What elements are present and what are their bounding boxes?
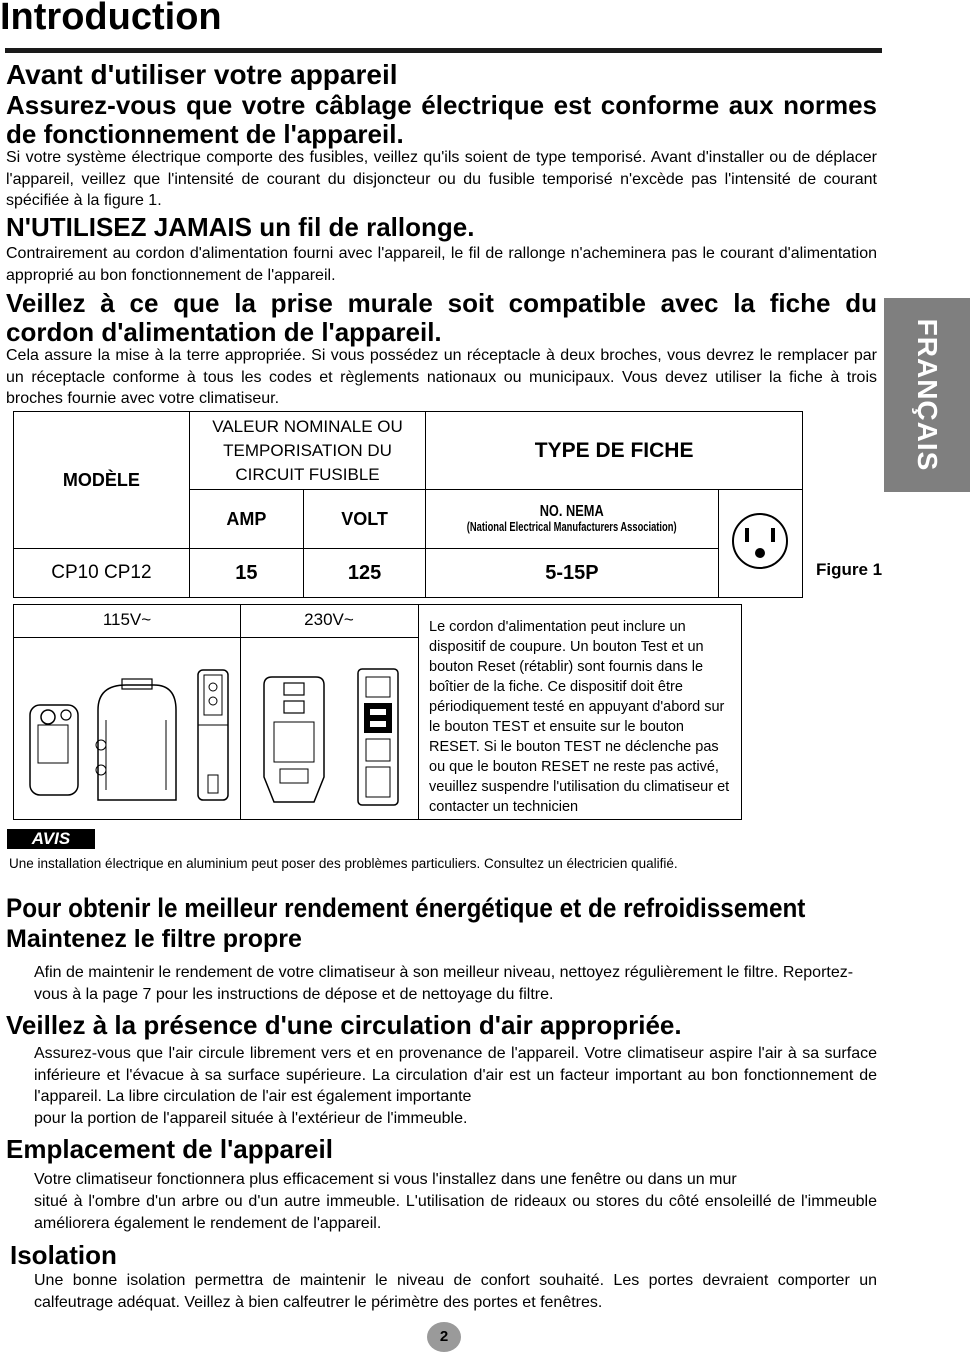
outlet-heading: Veillez à ce que la prise murale soit compatible avec la fiche du cordon d'alimentation de l'appareil. <box>6 288 877 347</box>
language-tab-label: FRANÇAIS <box>912 318 943 472</box>
filter-heading: Maintenez le filtre propre <box>6 925 302 953</box>
nema-subheader: (National Electrical Manufacturers Association) <box>467 519 677 534</box>
location-heading: Emplacement de l'appareil <box>6 1134 333 1164</box>
wiring-text: Si votre système électrique comporte des fusibles, veillez qu'ils soient de type temporisé. Avant d'installer ou de déplacer l'appareil, veillez que l'intensité de courant du disjoncteur ou du fusible temporisé n'excède pas l'intensité de courant spécifiée à la figure 1. <box>6 149 877 209</box>
plug-type-header: TYPE DE FICHE <box>426 412 803 490</box>
col-230v-label: 230V~ <box>304 610 354 629</box>
model-value: CP10 CP12 <box>14 549 190 598</box>
section-title-efficiency: Pour obtenir le meilleur rendement énergétique et de refroidissement <box>6 893 806 923</box>
insulation-heading: Isolation <box>10 1240 117 1270</box>
amp-value: 15 <box>189 549 303 598</box>
figure-label: Figure 1 <box>816 560 883 579</box>
col-115v-label: 115V~ <box>102 610 152 629</box>
nema-header-cell <box>426 490 718 549</box>
volt-value: 125 <box>303 549 425 598</box>
title-rule <box>5 48 882 53</box>
notice-text: Une installation électrique en aluminium peut poser des problèmes particuliers. Consultez un électricien qualifié. <box>9 856 678 871</box>
outlet-text: Cela assure la mise à la terre appropriée. Si vous possédez un réceptacle à deux broches, vous devrez le remplacer par un réceptacle conforme à tous les codes et règlements nationaux ou municipaux. Vous devez utiliser la fiche à trois broches fournie avec votre climatiseur. <box>6 347 877 407</box>
outlet-diagram-cell <box>718 490 802 598</box>
notice-badge: AVIS <box>7 829 95 849</box>
plug-115v-illustration <box>26 665 238 805</box>
location-text: Votre climatiseur fonctionnera plus efficacement si vous l'installez dans une fenêtre ou dans un mur <box>34 1171 737 1188</box>
electrical-spec-table <box>13 411 803 598</box>
amp-header: AMP <box>189 490 303 549</box>
filter-text: Afin de maintenir le rendement de votre climatiseur à son meilleur niveau, nettoyez régulièrement le filtre. Reportez-vous à la page 7 pour les instructions de dépose et de nettoyage du filtre. <box>34 964 854 1003</box>
nema-outlet-icon <box>730 511 790 571</box>
page-number: 2 <box>427 1322 461 1352</box>
plug-230v-illustration <box>254 667 414 807</box>
nema-value: 5-15P <box>426 549 718 598</box>
insulation-text: Une bonne isolation permettra de maintenir le niveau de confort souhaité. Les portes devraient comporter un calfeutrage adéquat. Veillez à bien calfeutrer le périmètre des portes et fenêtres. <box>34 1272 877 1311</box>
airflow-text-2: pour la portion de l'appareil située à l'extérieur de l'immeuble. <box>34 1110 468 1127</box>
rating-header: VALEUR NOMINALE OU TEMPORISATION DU CIRCUIT FUSIBLE <box>189 412 425 490</box>
section-title-before-use: Avant d'utiliser votre appareil <box>6 59 398 90</box>
wiring-heading: Assurez-vous que votre câblage électrique est conforme aux normes de fonctionnement de l'appareil. <box>6 90 877 149</box>
page-title: Introduction <box>0 0 222 38</box>
nema-header: NO. NEMA <box>539 503 604 520</box>
model-header: MODÈLE <box>14 412 190 549</box>
power-cord-device-box <box>13 604 742 820</box>
volt-header: VOLT <box>303 490 425 549</box>
language-tab <box>884 298 970 492</box>
location-text-2: situé à l'ombre d'un arbre ou d'un autre immeuble. L'utilisation de rideaux ou stores du côté ensoleillé de l'immeuble améliorera également le rendement de l'appareil. <box>34 1193 877 1232</box>
device-description: Le cordon d'alimentation peut inclure un dispositif de coupure. Un bouton Test et un bouton Reset (rétablir) sont fournis dans le boîtier de la fiche. Ce dispositif doit être périodiquement testé en appuyant d'abord sur le bouton TEST et ensuite sur le bouton RESET. Si le bouton TEST ne déclenche pas ou que le bouton RESET ne reste pas activé, veuillez suspendre l'utilisation du climatiseur et contacter un technicien <box>429 619 730 815</box>
extension-heading: N'UTILISEZ JAMAIS un fil de rallonge. <box>6 212 475 242</box>
extension-text: Contrairement au cordon d'alimentation fourni avec l'appareil, le fil de rallonge n'acheminera pas le courant d'alimentation approprié au bon fonctionnement de l'appareil. <box>6 245 877 284</box>
airflow-text: Assurez-vous que l'air circule librement vers et en provenance de l'appareil. Votre climatiseur aspire l'air à sa surface inférieure et l'évacue à sa surface supérieure. La circulation d'air est un facteur important au bon fonctionnement de l'appareil. La libre circulation de l'air est également importante <box>34 1045 877 1105</box>
airflow-heading: Veillez à la présence d'une circulation d'air appropriée. <box>6 1010 682 1040</box>
